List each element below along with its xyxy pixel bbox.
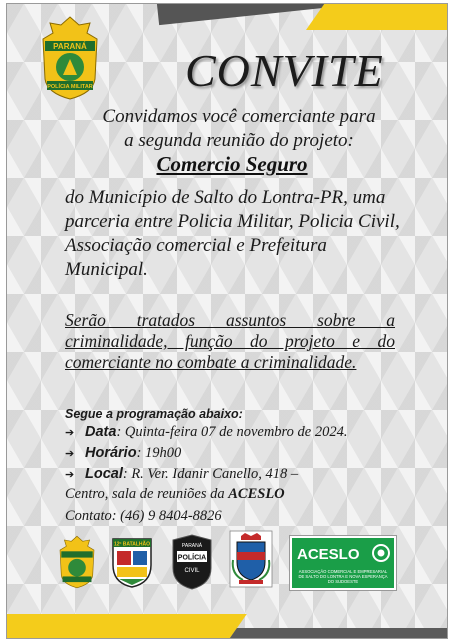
policia-civil-badge-logo — [169, 534, 215, 590]
date-value: : Quinta-feira 07 de novembro de 2024. — [116, 424, 348, 440]
location-label: Local — [85, 466, 123, 482]
municipal-coat-of-arms-logo — [229, 530, 273, 588]
svg-text:POLÍCIA MILITAR: POLÍCIA MILITAR — [47, 84, 93, 90]
bottom-dark-band — [227, 628, 448, 639]
schedule-location-row — [65, 466, 298, 483]
page-title: CONVITE — [185, 45, 384, 96]
svg-text:POLÍCIA: POLÍCIA — [177, 554, 207, 562]
arrow-icon: ➔ — [65, 469, 75, 481]
policia-militar-shield-logo — [35, 15, 105, 101]
location-value: : R. Ver. Idanir Canello, 418 – — [122, 466, 299, 482]
intro-line-2: a segunda reunião do projeto: — [124, 130, 354, 151]
svg-text:PARANÁ: PARANÁ — [53, 42, 87, 51]
intro-line-1: Convidamos você comerciante para — [102, 106, 376, 127]
batalhao-crest-logo — [111, 535, 153, 589]
aceslo-emblem-icon — [372, 544, 390, 562]
svg-text:CIVIL: CIVIL — [184, 568, 200, 574]
aceslo-subtitle: ASSOCIAÇÃO COMERCIAL E EMPRESARIAL DE SALTO DO LONTRA E NOVA ESPERANÇA DO SUDOESTE — [298, 569, 388, 584]
aceslo-name: ACESLO — [297, 546, 360, 563]
schedule-heading: Segue a programação abaixo: — [65, 407, 243, 421]
time-value: : 19h00 — [136, 445, 182, 461]
bottom-yellow-band — [6, 614, 247, 639]
aceslo-logo — [290, 536, 396, 590]
location-continuation — [65, 486, 285, 503]
schedule-time-row — [65, 445, 181, 462]
policia-militar-small-logo — [55, 534, 99, 590]
topics-text: Serão tratados assuntos sobre a criminalidade, função do projeto e do comerciante no combate a criminalidade. — [65, 310, 395, 372]
invitation-body: do Município de Salto do Lontra-PR, uma parceria entre Policia Militar, Policia Civil, Associação comercial e Prefeitura Municipal. — [65, 187, 400, 280]
project-name: Comercio Seguro — [156, 152, 308, 176]
intro-text — [89, 105, 389, 153]
location-place: ACESLO — [228, 486, 285, 502]
arrow-icon: ➔ — [65, 448, 75, 460]
top-yellow-band — [306, 3, 448, 30]
invitation-page — [6, 3, 448, 639]
partner-logos — [7, 534, 447, 594]
contact-text: Contato: (46) 9 8404-8826 — [65, 508, 222, 524]
location-cont-text: Centro, sala de reuniões da — [65, 486, 229, 502]
svg-text:PARANÁ: PARANÁ — [181, 543, 203, 549]
schedule-date-row — [65, 424, 347, 441]
time-label: Horário — [85, 445, 137, 461]
svg-text:12º BATALHÃO: 12º BATALHÃO — [113, 541, 151, 548]
date-label: Data — [85, 424, 117, 440]
arrow-icon: ➔ — [65, 427, 75, 439]
